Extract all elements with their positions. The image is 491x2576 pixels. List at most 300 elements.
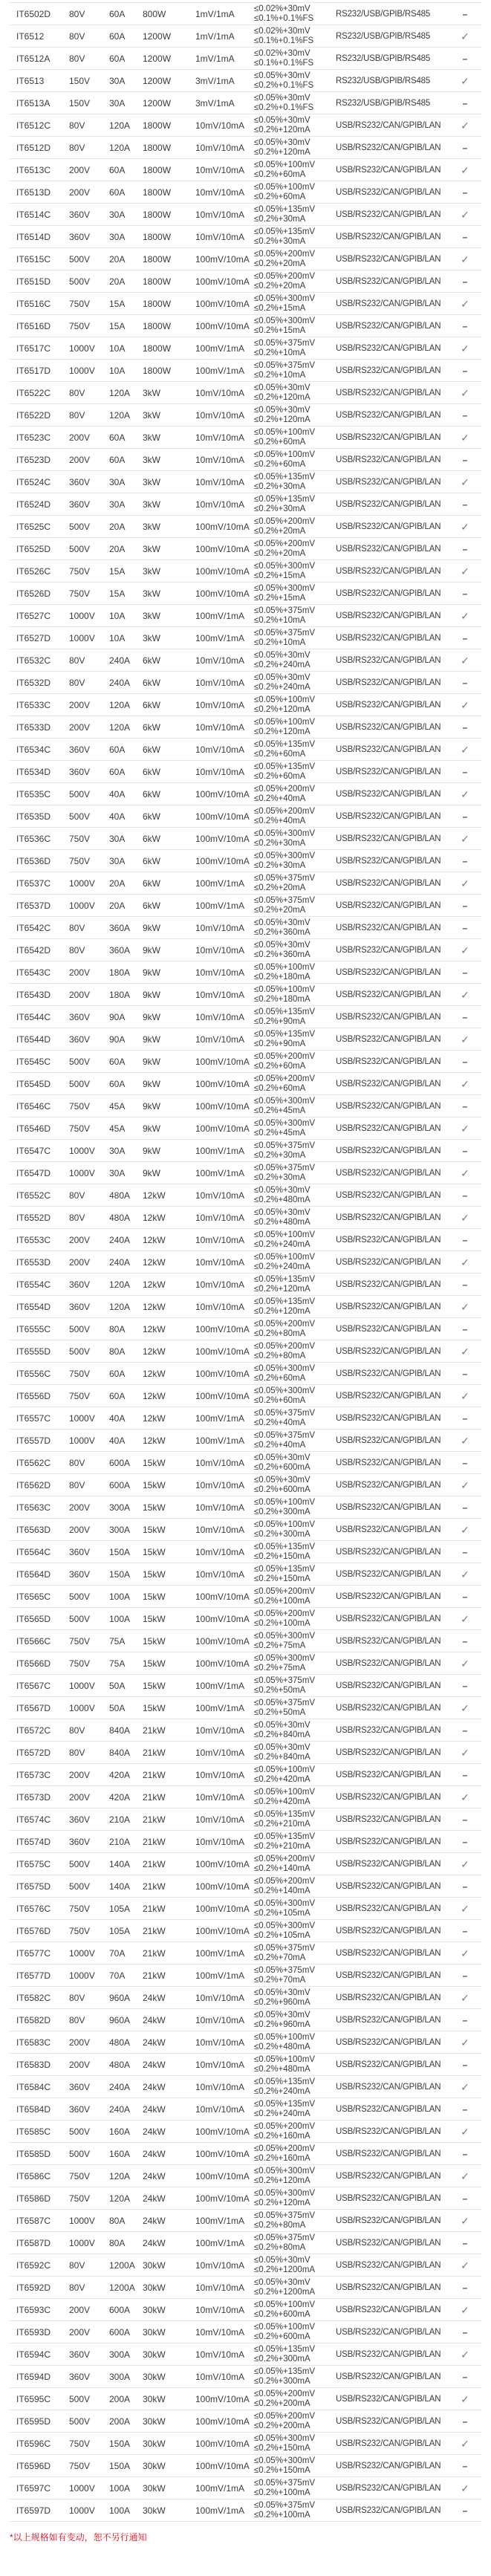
interfaces-cell: USB/RS232/CAN/GPIB/LAN — [336, 299, 441, 308]
current-cell: 60A — [109, 1078, 126, 1089]
dash-icon: – — [462, 1836, 468, 1847]
resolution-cell: 100mV/10mA — [195, 521, 250, 532]
table-row — [10, 360, 481, 382]
accuracy-cell — [254, 2077, 336, 2097]
current-accuracy: ≤0.2%+80mA — [254, 2242, 306, 2252]
model-cell: IT6556D — [16, 1390, 51, 1401]
voltage-accuracy: ≤0.05%+200mV — [254, 1319, 316, 1328]
resolution-cell: 100mV/10mA — [195, 833, 250, 844]
current-accuracy: ≤0.2%+60mA — [254, 1083, 306, 1093]
voltage-cell: 1000V — [69, 2237, 95, 2248]
resolution-cell: 100mV/10mA — [195, 2193, 250, 2204]
current-cell: 180A — [109, 967, 131, 978]
voltage-accuracy: ≤0.05%+30mV — [254, 405, 310, 415]
resolution-cell: 10mV/10mA — [195, 409, 245, 421]
current-cell: 300A — [109, 1524, 131, 1535]
resolution-cell: 10mV/10mA — [195, 1190, 245, 1201]
current-cell: 75A — [109, 1635, 126, 1647]
table-row — [10, 382, 481, 404]
current-accuracy: ≤0.2%+420mA — [254, 1774, 310, 1784]
voltage-accuracy: ≤0.05%+300mV — [254, 1631, 316, 1641]
power-cell: 6kW — [143, 833, 160, 844]
voltage-cell: 750V — [69, 1390, 91, 1401]
power-cell: 9kW — [143, 944, 160, 956]
accuracy-cell — [254, 1253, 336, 1272]
interfaces-cell: USB/RS232/CAN/GPIB/LAN — [336, 789, 441, 799]
current-accuracy: ≤0.2%+120mA — [254, 125, 310, 134]
voltage-accuracy: ≤0.05%+375mV — [254, 1141, 316, 1150]
voltage-cell: 500V — [69, 1858, 91, 1869]
model-cell: IT6525C — [16, 521, 51, 532]
model-cell: IT6527D — [16, 632, 51, 643]
voltage-accuracy: ≤0.05%+200mV — [254, 784, 316, 794]
interfaces-cell: USB/RS232/CAN/GPIB/LAN — [336, 1302, 441, 1311]
table-row — [10, 2321, 481, 2343]
current-accuracy: ≤0.2%+105mA — [254, 1930, 310, 1940]
current-accuracy: ≤0.2%+80mA — [254, 1328, 306, 1338]
table-row — [10, 1095, 481, 1117]
interfaces-cell: USB/RS232/CAN/GPIB/LAN — [336, 254, 441, 264]
current-accuracy: ≤0.2%+420mA — [254, 1797, 310, 1806]
resolution-cell: 10mV/10mA — [195, 944, 245, 956]
interfaces-cell: USB/RS232/CAN/GPIB/LAN — [336, 2060, 441, 2069]
model-cell: IT6587C — [16, 2215, 51, 2226]
voltage-accuracy: ≤0.05%+375mV — [254, 1163, 316, 1172]
model-cell: IT6542C — [16, 922, 51, 933]
voltage-accuracy: ≤0.05%+200mV — [254, 516, 316, 526]
interfaces-cell: USB/RS232/CAN/GPIB/LAN — [336, 165, 441, 175]
table-row — [10, 2009, 481, 2031]
power-cell: 3kW — [143, 565, 160, 577]
model-cell: IT6565C — [16, 1591, 51, 1602]
voltage-accuracy: ≤0.02%+30mV — [254, 48, 310, 58]
voltage-accuracy: ≤0.05%+375mV — [254, 873, 316, 883]
resolution-cell: 10mV/10mA — [195, 2103, 245, 2115]
table-row — [10, 1407, 481, 1430]
current-accuracy: ≤0.2%+60mA — [254, 459, 306, 469]
current-accuracy: ≤0.2%+200mA — [254, 2421, 310, 2430]
voltage-accuracy: ≤0.05%+200mV — [254, 2144, 316, 2153]
dash-icon: – — [462, 499, 468, 510]
voltage-accuracy: ≤0.05%+100mV — [254, 2032, 316, 2042]
voltage-cell: 80V — [69, 655, 85, 666]
resolution-cell: 10mV/10mA — [195, 2326, 245, 2337]
power-cell: 12kW — [143, 1234, 166, 1245]
resolution-cell: 10mV/10mA — [195, 2059, 245, 2070]
model-cell: IT6566C — [16, 1635, 51, 1647]
interfaces-cell: USB/RS232/CAN/GPIB/LAN — [336, 1792, 441, 1802]
voltage-accuracy: ≤0.05%+135mV — [254, 762, 316, 771]
accuracy-cell — [254, 2367, 336, 2387]
model-cell: IT6524C — [16, 476, 51, 487]
voltage-cell: 1000V — [69, 610, 95, 621]
accuracy-cell — [254, 1208, 336, 1227]
voltage-accuracy: ≤0.05%+30mV — [254, 1453, 310, 1462]
voltage-accuracy: ≤0.05%+300mV — [254, 561, 316, 571]
current-cell: 90A — [109, 1011, 126, 1022]
check-icon: ✓ — [461, 2036, 469, 2048]
model-cell: IT6585C — [16, 2126, 51, 2137]
voltage-cell: 500V — [69, 2126, 91, 2137]
power-cell: 12kW — [143, 1301, 166, 1312]
accuracy-cell — [254, 71, 336, 91]
interfaces-cell: USB/RS232/CAN/GPIB/LAN — [336, 722, 441, 732]
power-cell: 1800W — [143, 142, 172, 153]
check-icon: ✓ — [461, 1523, 469, 1536]
current-cell: 480A — [109, 2037, 131, 2048]
voltage-cell: 80V — [69, 922, 85, 933]
resolution-cell: 100mV/10mA — [195, 1323, 250, 1334]
power-cell: 30kW — [143, 2349, 166, 2360]
current-cell: 240A — [109, 677, 131, 688]
current-cell: 240A — [109, 1256, 131, 1268]
power-cell: 1800W — [143, 209, 172, 220]
accuracy-cell — [254, 1542, 336, 1562]
current-cell: 120A — [109, 721, 131, 733]
resolution-cell: 100mV/10mA — [195, 1635, 250, 1647]
table-row — [10, 1630, 481, 1652]
table-row — [10, 449, 481, 471]
current-accuracy: ≤0.2%+210mA — [254, 1819, 310, 1829]
resolution-cell: 100mV/1mA — [195, 1970, 245, 1981]
resolution-cell: 10mV/10mA — [195, 2304, 245, 2315]
voltage-accuracy: ≤0.05%+135mV — [254, 494, 316, 504]
interfaces-cell: USB/RS232/CAN/GPIB/LAN — [336, 499, 441, 509]
current-accuracy: ≤0.2%+240mA — [254, 2109, 310, 2118]
table-row — [10, 1965, 481, 1987]
accuracy-cell — [254, 2434, 336, 2453]
voltage-accuracy: ≤0.05%+200mV — [254, 1074, 316, 1083]
voltage-cell: 500V — [69, 543, 91, 554]
resolution-cell: 10mV/10mA — [195, 186, 245, 198]
current-accuracy: ≤0.2%+80mA — [254, 2220, 306, 2230]
voltage-cell: 360V — [69, 1279, 91, 1290]
current-accuracy: ≤0.2%+960mA — [254, 2019, 310, 2029]
model-cell: IT6573C — [16, 1769, 51, 1780]
resolution-cell: 10mV/10mA — [195, 499, 245, 510]
voltage-cell: 80V — [69, 1190, 85, 1201]
table-row — [10, 2277, 481, 2299]
current-accuracy: ≤0.2%+300mA — [254, 2354, 310, 2364]
model-cell: IT6555C — [16, 1323, 51, 1334]
power-cell: 9kW — [143, 989, 160, 1000]
current-cell: 240A — [109, 2081, 131, 2092]
dash-icon: – — [462, 2371, 468, 2382]
interfaces-cell: USB/RS232/CAN/GPIB/LAN — [336, 1904, 441, 1913]
model-cell: IT6586C — [16, 2170, 51, 2181]
current-accuracy: ≤0.2%+180mA — [254, 972, 310, 982]
table-row — [10, 270, 481, 293]
interfaces-cell: USB/RS232/CAN/GPIB/LAN — [336, 187, 441, 197]
voltage-cell: 360V — [69, 209, 91, 220]
current-accuracy: ≤0.2%+30mA — [254, 838, 306, 848]
voltage-cell: 80V — [69, 30, 85, 42]
resolution-cell: 100mV/1mA — [195, 1947, 245, 1959]
accuracy-cell — [254, 2345, 336, 2364]
current-accuracy: ≤0.2%+360mA — [254, 950, 310, 959]
check-icon: ✓ — [461, 1568, 469, 1580]
resolution-cell: 100mV/1mA — [195, 900, 245, 911]
current-accuracy: ≤0.2%+20mA — [254, 905, 306, 915]
model-cell: IT6513 — [16, 75, 45, 86]
voltage-cell: 200V — [69, 2037, 91, 2048]
power-cell: 12kW — [143, 1412, 166, 1424]
current-cell: 300A — [109, 2371, 131, 2382]
resolution-cell: 100mV/10mA — [195, 565, 250, 577]
resolution-cell: 100mV/10mA — [195, 1591, 250, 1602]
interfaces-cell: USB/RS232/CAN/GPIB/LAN — [336, 2416, 441, 2426]
voltage-cell: 80V — [69, 120, 85, 131]
accuracy-cell — [254, 941, 336, 960]
voltage-cell: 1000V — [69, 1947, 95, 1959]
voltage-accuracy: ≤0.05%+100mV — [254, 1230, 316, 1239]
power-cell: 24kW — [143, 2215, 166, 2226]
accuracy-cell — [254, 116, 336, 135]
current-accuracy: ≤0.2%+100mA — [254, 1596, 310, 1606]
model-cell: IT6516D — [16, 320, 51, 331]
power-cell: 21kW — [143, 1970, 166, 1981]
model-cell: IT6522C — [16, 387, 51, 398]
table-row — [10, 716, 481, 739]
accuracy-cell — [254, 1431, 336, 1450]
interfaces-cell: USB/RS232/CAN/GPIB/LAN — [336, 1213, 441, 1222]
voltage-cell: 750V — [69, 1123, 91, 1134]
accuracy-cell — [254, 1966, 336, 1985]
voltage-cell: 200V — [69, 454, 91, 465]
voltage-accuracy: ≤0.05%+300mV — [254, 828, 316, 838]
dash-icon: – — [462, 186, 468, 198]
interfaces-cell: USB/RS232/CAN/GPIB/LAN — [336, 1101, 441, 1111]
resolution-cell: 100mV/10mA — [195, 2126, 250, 2137]
current-accuracy: ≤0.2%+0.1%FS — [254, 80, 314, 90]
accuracy-cell — [254, 383, 336, 403]
dash-icon: – — [462, 1011, 468, 1022]
resolution-cell: 100mV/1mA — [195, 2215, 245, 2226]
voltage-cell: 200V — [69, 1524, 91, 1535]
voltage-cell: 360V — [69, 499, 91, 510]
table-row — [10, 137, 481, 159]
accuracy-cell — [254, 2167, 336, 2186]
current-accuracy: ≤0.2%+480mA — [254, 1195, 310, 1204]
voltage-accuracy: ≤0.02%+30mV — [254, 4, 310, 13]
dash-icon: – — [462, 1925, 468, 1936]
voltage-cell: 360V — [69, 1034, 91, 1045]
model-cell: IT6512 — [16, 30, 45, 42]
power-cell: 30kW — [143, 2505, 166, 2516]
voltage-accuracy: ≤0.02%+30mV — [254, 26, 310, 36]
voltage-accuracy: ≤0.05%+135mV — [254, 1007, 316, 1016]
model-cell: IT6564C — [16, 1546, 51, 1557]
dash-icon: – — [462, 922, 468, 933]
model-cell: IT6563C — [16, 1502, 51, 1513]
current-accuracy: ≤0.2%+100mA — [254, 2510, 310, 2520]
accuracy-cell — [254, 1520, 336, 1540]
current-accuracy: ≤0.2%+45mA — [254, 1106, 306, 1115]
model-cell: IT6592C — [16, 2259, 51, 2271]
resolution-cell: 100mV/10mA — [195, 1346, 250, 1357]
dash-icon: – — [462, 1725, 468, 1736]
model-cell: IT6535C — [16, 788, 51, 799]
dash-icon: – — [462, 543, 468, 554]
power-cell: 1800W — [143, 186, 172, 198]
resolution-cell: 100mV/10mA — [195, 1056, 250, 1067]
current-cell: 30A — [109, 833, 126, 844]
voltage-cell: 500V — [69, 788, 91, 799]
model-cell: IT6584C — [16, 2081, 51, 2092]
current-accuracy: ≤0.2%+60mA — [254, 1373, 306, 1383]
accuracy-cell — [254, 1699, 336, 1718]
table-row — [10, 1608, 481, 1630]
power-cell: 21kW — [143, 1903, 166, 1914]
resolution-cell: 100mV/1mA — [195, 1145, 245, 1156]
model-cell: IT6574D — [16, 1836, 51, 1847]
voltage-accuracy: ≤0.05%+100mV — [254, 984, 316, 994]
dash-icon: – — [462, 2460, 468, 2471]
interfaces-cell: USB/RS232/CAN/GPIB/LAN — [336, 744, 441, 754]
dash-icon: – — [462, 1279, 468, 1290]
accuracy-cell — [254, 1676, 336, 1696]
current-accuracy: ≤0.2%+120mA — [254, 1284, 310, 1294]
table-row — [10, 2054, 481, 2076]
power-cell: 9kW — [143, 922, 160, 933]
power-cell: 24kW — [143, 2081, 166, 2092]
current-cell: 150A — [109, 2460, 131, 2471]
resolution-cell: 10mV/10mA — [195, 1234, 245, 1245]
accuracy-cell — [254, 2211, 336, 2231]
current-cell: 1200A — [109, 2282, 135, 2293]
voltage-cell: 80V — [69, 409, 85, 421]
power-cell: 30kW — [143, 2282, 166, 2293]
model-cell: IT6517D — [16, 365, 51, 376]
accuracy-cell — [254, 1587, 336, 1606]
current-cell: 30A — [109, 1167, 126, 1178]
check-icon: ✓ — [461, 1300, 469, 1313]
interfaces-cell: USB/RS232/CAN/GPIB/LAN — [336, 1770, 441, 1779]
power-cell: 12kW — [143, 1390, 166, 1401]
interfaces-cell: USB/RS232/CAN/GPIB/LAN — [336, 2260, 441, 2270]
current-cell: 360A — [109, 944, 131, 956]
accuracy-cell — [254, 985, 336, 1005]
power-cell: 1200W — [143, 75, 172, 86]
accuracy-cell — [254, 1944, 336, 1963]
current-cell: 600A — [109, 2304, 131, 2315]
voltage-cell: 150V — [69, 97, 91, 108]
current-accuracy: ≤0.2%+30mA — [254, 1150, 306, 1160]
check-icon: ✓ — [461, 253, 469, 265]
model-cell: IT6514C — [16, 209, 51, 220]
current-accuracy: ≤0.2%+60mA — [254, 169, 306, 179]
interfaces-cell: USB/RS232/CAN/GPIB/LAN — [336, 1614, 441, 1623]
interfaces-cell: USB/RS232/CAN/GPIB/LAN — [336, 477, 441, 487]
current-accuracy: ≤0.2%+120mA — [254, 704, 310, 714]
voltage-cell: 500V — [69, 253, 91, 265]
current-accuracy: ≤0.2%+20mA — [254, 259, 306, 268]
accuracy-cell — [254, 1141, 336, 1161]
model-cell: IT6582C — [16, 1992, 51, 2003]
interfaces-cell: USB/RS232/CAN/GPIB/LAN — [336, 2104, 441, 2114]
interfaces-cell: USB/RS232/CAN/GPIB/LAN — [336, 366, 441, 375]
interfaces-cell: USB/RS232/CAN/GPIB/LAN — [336, 120, 441, 130]
power-cell: 21kW — [143, 1836, 166, 1847]
check-icon: ✓ — [461, 208, 469, 221]
current-accuracy: ≤0.2%+10mA — [254, 348, 306, 357]
resolution-cell: 100mV/1mA — [195, 343, 245, 354]
current-cell: 60A — [109, 8, 126, 19]
voltage-accuracy: ≤0.05%+300mV — [254, 2166, 316, 2176]
voltage-cell: 360V — [69, 231, 91, 242]
accuracy-cell — [254, 807, 336, 826]
model-cell: IT6536C — [16, 833, 51, 844]
current-cell: 140A — [109, 1881, 131, 1892]
voltage-cell: 200V — [69, 186, 91, 198]
current-cell: 160A — [109, 2126, 131, 2137]
voltage-accuracy: ≤0.05%+30mV — [254, 672, 310, 682]
accuracy-cell — [254, 2189, 336, 2208]
resolution-cell: 10mV/10mA — [195, 1992, 245, 2003]
accuracy-cell — [254, 1743, 336, 1762]
resolution-cell: 10mV/10mA — [195, 677, 245, 688]
accuracy-cell — [254, 2456, 336, 2476]
table-row — [10, 2366, 481, 2388]
accuracy-cell — [254, 829, 336, 849]
current-cell: 30A — [109, 75, 126, 86]
interfaces-cell: USB/RS232/CAN/GPIB/LAN — [336, 811, 441, 821]
interfaces-cell: USB/RS232/CAN/GPIB/LAN — [336, 1079, 441, 1089]
accuracy-cell — [254, 2033, 336, 2052]
voltage-cell: 80V — [69, 1747, 85, 1758]
current-cell: 120A — [109, 2170, 131, 2181]
resolution-cell: 10mV/10mA — [195, 1034, 245, 1045]
accuracy-cell — [254, 2300, 336, 2320]
accuracy-cell — [254, 2233, 336, 2253]
resolution-cell: 3mV/1mA — [195, 97, 235, 108]
power-cell: 1200W — [143, 53, 172, 64]
power-cell: 3kW — [143, 521, 160, 532]
voltage-accuracy: ≤0.05%+30mV — [254, 2277, 310, 2287]
interfaces-cell: USB/RS232/CAN/GPIB/LAN — [336, 2394, 441, 2404]
voltage-cell: 80V — [69, 1992, 85, 2003]
table-row — [10, 1452, 481, 1474]
resolution-cell: 10mV/10mA — [195, 1814, 245, 1825]
check-icon: ✓ — [461, 2437, 469, 2450]
resolution-cell: 100mV/1mA — [195, 2237, 245, 2248]
voltage-accuracy: ≤0.05%+200mV — [254, 2389, 316, 2398]
interfaces-cell: USB/RS232/CAN/GPIB/LAN — [336, 2216, 441, 2225]
model-cell: IT6576D — [16, 1925, 51, 1936]
interfaces-cell: USB/RS232/CAN/GPIB/LAN — [336, 1190, 441, 1200]
current-cell: 15A — [109, 565, 126, 577]
current-cell: 1200A — [109, 2259, 135, 2271]
accuracy-cell — [254, 1476, 336, 1495]
dash-icon: – — [462, 1635, 468, 1647]
interfaces-cell: USB/RS232/CAN/GPIB/LAN — [336, 1993, 441, 2002]
voltage-cell: 200V — [69, 164, 91, 175]
current-accuracy: ≤0.2%+120mA — [254, 415, 310, 424]
current-cell: 20A — [109, 253, 126, 265]
current-cell: 200A — [109, 2416, 131, 2427]
current-accuracy: ≤0.2%+120mA — [254, 1306, 310, 1316]
model-cell: IT6574C — [16, 1814, 51, 1825]
current-cell: 240A — [109, 1234, 131, 1245]
check-icon: ✓ — [461, 386, 469, 399]
model-cell: IT6592D — [16, 2282, 51, 2293]
current-accuracy: ≤0.2%+1200mA — [254, 2265, 316, 2274]
voltage-accuracy: ≤0.05%+135mV — [254, 1809, 316, 1819]
check-icon: ✓ — [461, 1858, 469, 1870]
power-cell: 24kW — [143, 2037, 166, 2048]
table-row — [10, 1006, 481, 1028]
resolution-cell: 10mV/10mA — [195, 142, 245, 153]
